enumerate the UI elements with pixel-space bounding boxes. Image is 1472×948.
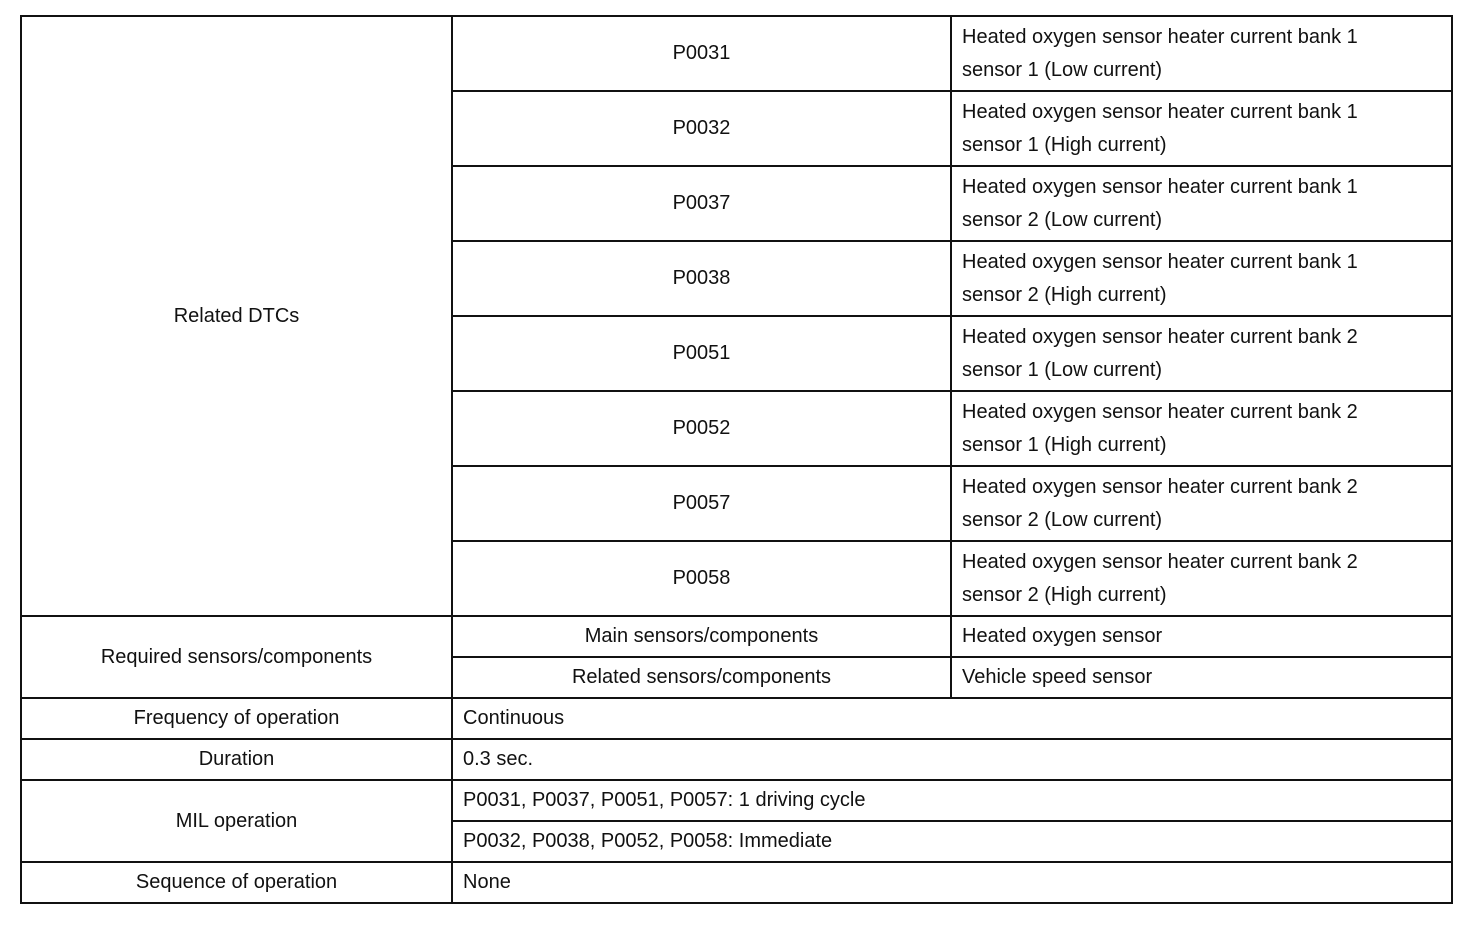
related-sensors-label: Related sensors/components xyxy=(452,657,951,698)
table-row xyxy=(21,698,1452,739)
dtc-description-line: Heated oxygen sensor heater current bank 1 xyxy=(962,100,1358,123)
duration-value: 0.3 sec. xyxy=(452,739,1452,780)
dtc-description xyxy=(951,466,1452,541)
frequency-label: Frequency of operation xyxy=(21,698,452,739)
dtc-description-line: sensor 1 (Low current) xyxy=(962,58,1163,81)
dtc-code: P0058 xyxy=(452,541,951,616)
dtc-code: P0057 xyxy=(452,466,951,541)
dtc-description-line: sensor 1 (High current) xyxy=(962,133,1167,156)
dtc-code: P0032 xyxy=(452,91,951,166)
related-dtcs-label: Related DTCs xyxy=(21,16,452,616)
dtc-description-line: sensor 2 (High current) xyxy=(962,283,1167,306)
dtc-code: P0037 xyxy=(452,166,951,241)
table-row xyxy=(21,16,1452,91)
dtc-description-line: Heated oxygen sensor heater current bank 1 xyxy=(962,175,1358,198)
dtc-description xyxy=(951,541,1452,616)
main-sensors-value: Heated oxygen sensor xyxy=(951,616,1452,657)
related-sensors-value: Vehicle speed sensor xyxy=(951,657,1452,698)
dtc-description-line: Heated oxygen sensor heater current bank 1 xyxy=(962,25,1358,48)
table-row xyxy=(21,616,1452,657)
dtc-description xyxy=(951,16,1452,91)
table-row xyxy=(21,739,1452,780)
sequence-label: Sequence of operation xyxy=(21,862,452,903)
dtc-description-line: sensor 1 (High current) xyxy=(962,433,1167,456)
dtc-description-line: Heated oxygen sensor heater current bank 2 xyxy=(962,325,1358,348)
dtc-code: P0038 xyxy=(452,241,951,316)
dtc-description xyxy=(951,166,1452,241)
dtc-description-line: sensor 2 (High current) xyxy=(962,583,1167,606)
dtc-description-line: Heated oxygen sensor heater current bank 2 xyxy=(962,475,1358,498)
dtc-description xyxy=(951,316,1452,391)
mil-operation-value: P0032, P0038, P0052, P0058: Immediate xyxy=(452,821,1452,862)
monitor-spec-table xyxy=(20,15,1453,904)
sequence-value: None xyxy=(452,862,1452,903)
duration-label: Duration xyxy=(21,739,452,780)
dtc-code: P0052 xyxy=(452,391,951,466)
required-sensors-label: Required sensors/components xyxy=(21,616,452,698)
table-row xyxy=(21,780,1452,821)
main-sensors-label: Main sensors/components xyxy=(452,616,951,657)
dtc-description-line: Heated oxygen sensor heater current bank 2 xyxy=(962,400,1358,423)
dtc-description xyxy=(951,391,1452,466)
dtc-description-line: sensor 2 (Low current) xyxy=(962,508,1163,531)
frequency-value: Continuous xyxy=(452,698,1452,739)
mil-operation-label: MIL operation xyxy=(21,780,452,862)
dtc-description xyxy=(951,91,1452,166)
dtc-description-line: Heated oxygen sensor heater current bank 2 xyxy=(962,550,1358,573)
mil-operation-value: P0031, P0037, P0051, P0057: 1 driving cycle xyxy=(452,780,1452,821)
dtc-code: P0031 xyxy=(452,16,951,91)
dtc-code: P0051 xyxy=(452,316,951,391)
dtc-description-line: sensor 1 (Low current) xyxy=(962,358,1163,381)
dtc-description xyxy=(951,241,1452,316)
dtc-description-line: sensor 2 (Low current) xyxy=(962,208,1163,231)
dtc-description-line: Heated oxygen sensor heater current bank 1 xyxy=(962,250,1358,273)
table-row xyxy=(21,862,1452,903)
